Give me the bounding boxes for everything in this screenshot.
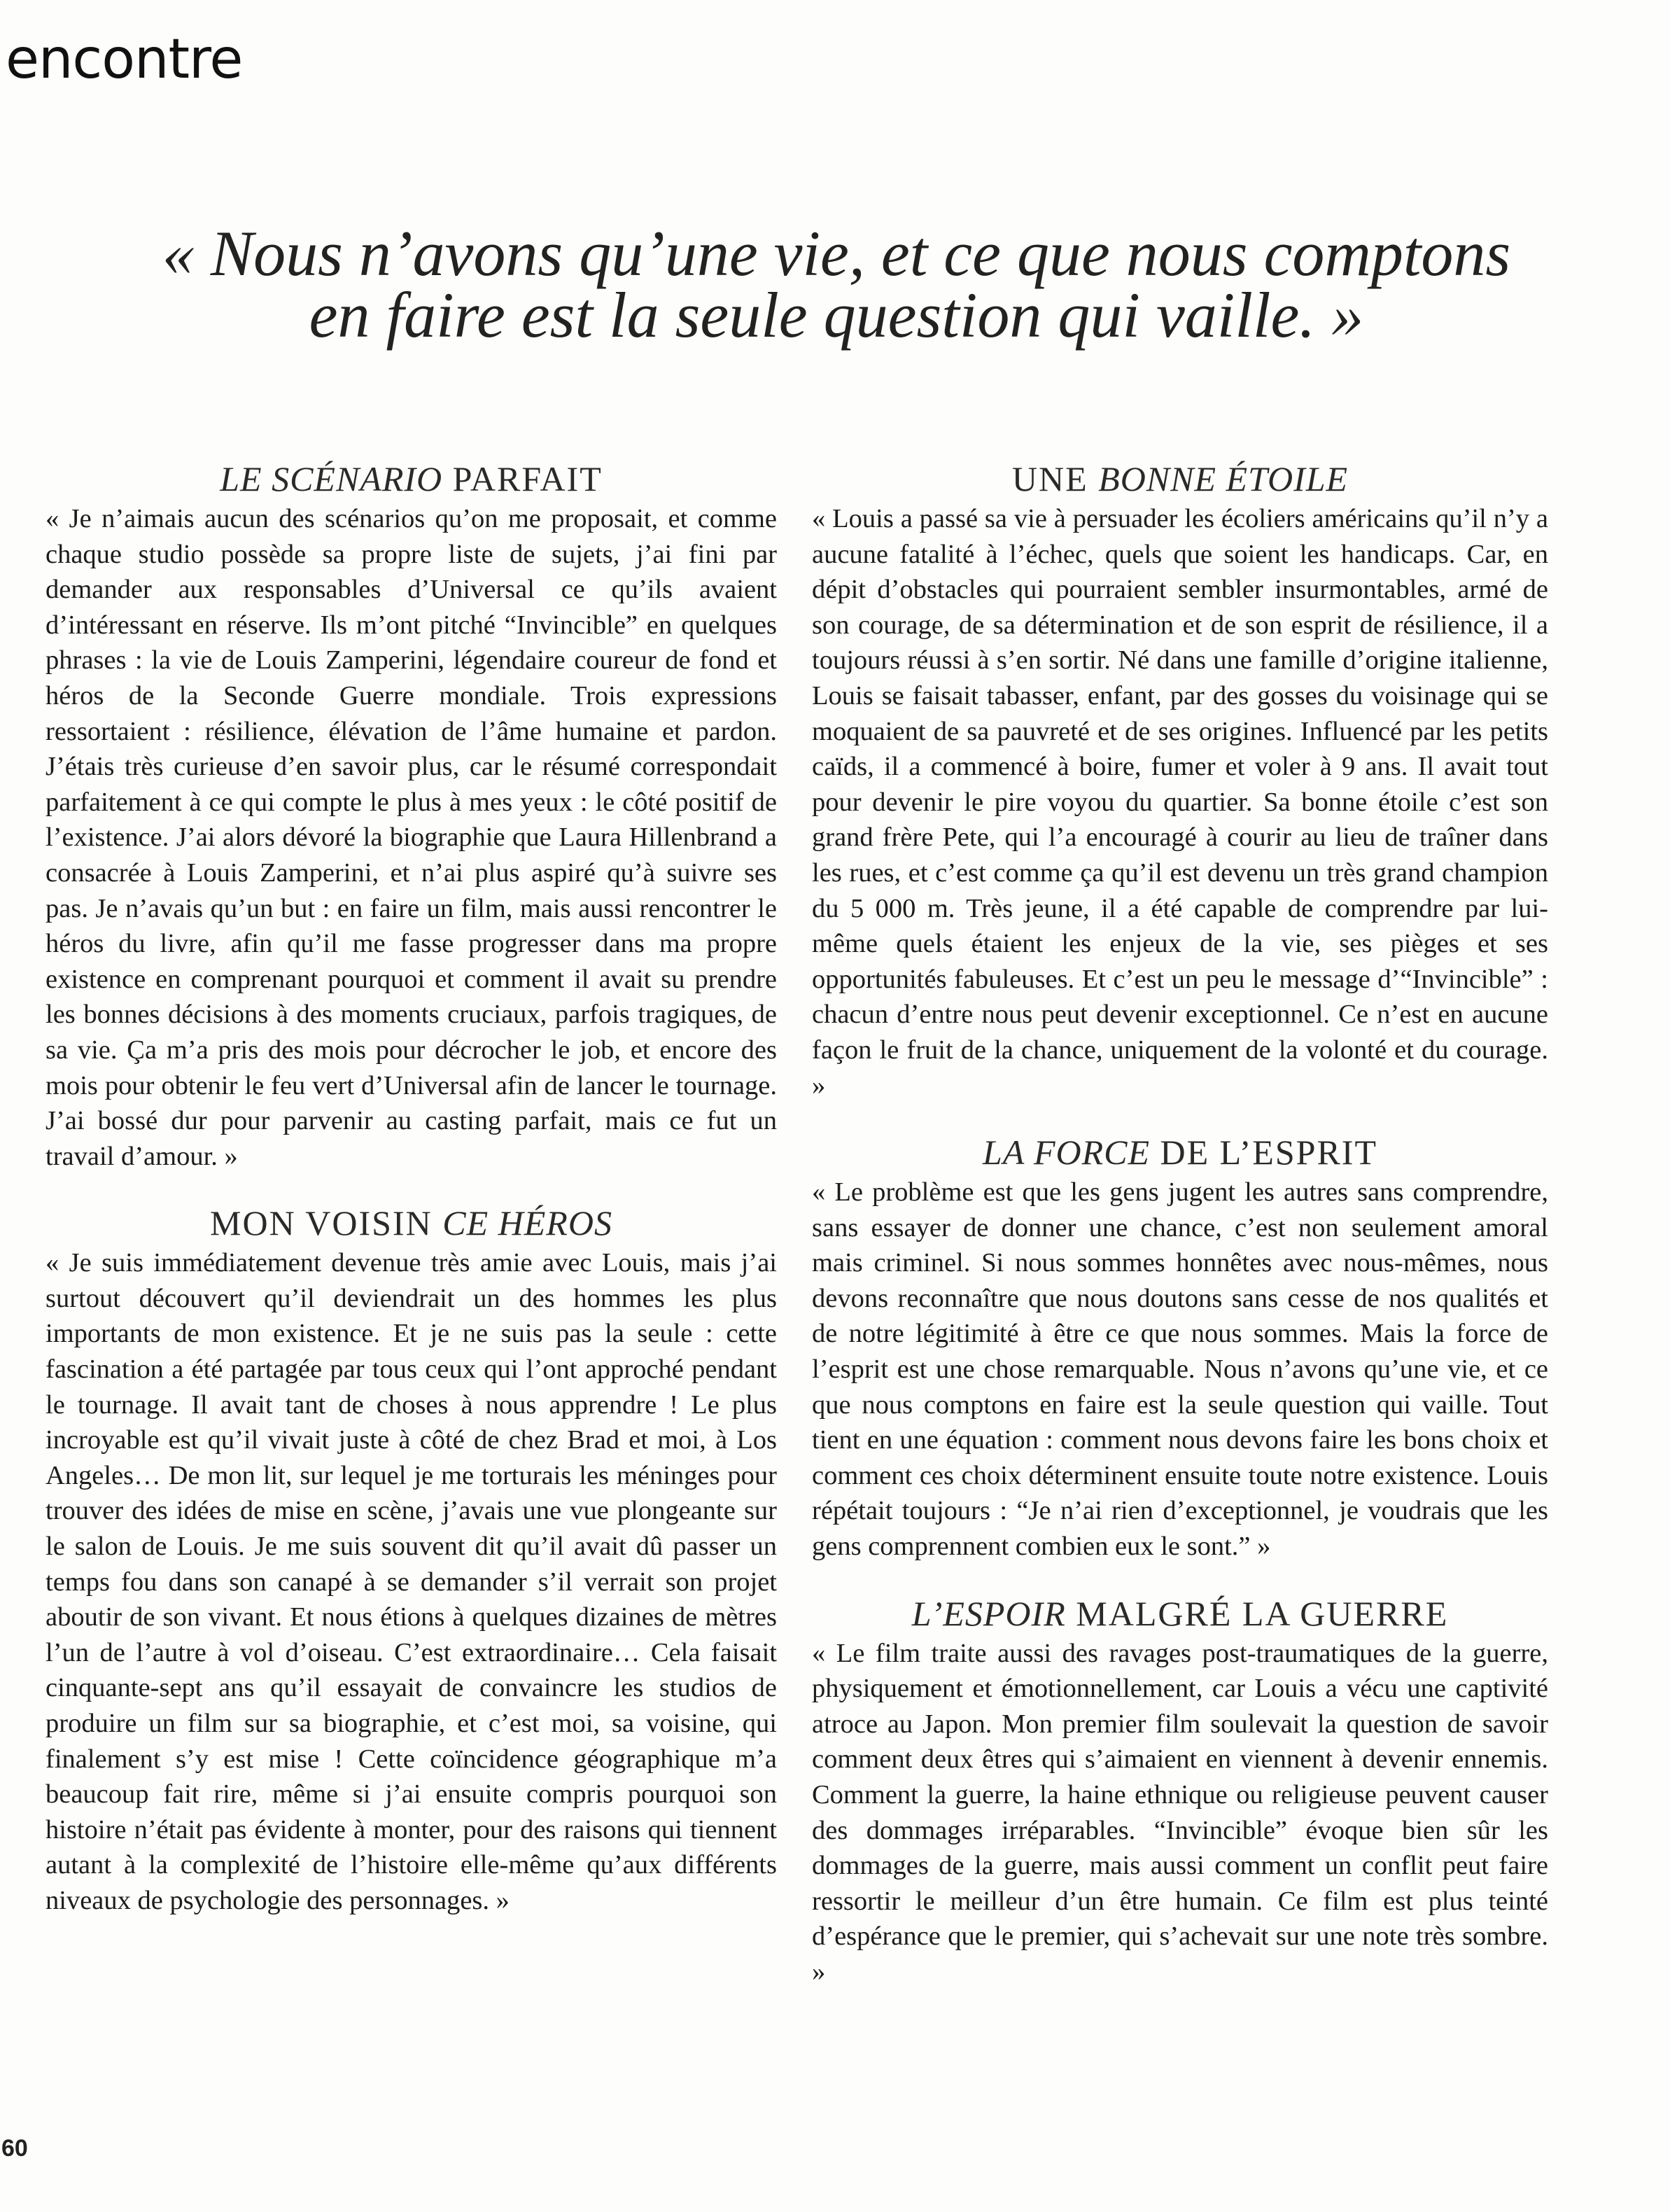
heading-roman-part: UNE	[1011, 459, 1099, 498]
paragraph-scenario: « Je n’aimais aucun des scénarios qu’on me proposait, et comme chaque studio possède sa propre liste de sujets, j’ai fini par demander aux responsables d’Universal ce qu’ils avaient d’intéressant en réserve. Ils m’ont pitché “Invincible” en quelques phrases : la vie de Louis Zamperini, légendaire coureur de fond et héros de la Seconde Guerre mondiale. Trois expressions ressortaient : résilience, élévation de l’âme humaine et pardon. J’étais très curieuse d’en savoir plus, car le résumé correspondait parfaitement à ce qui compte le plus à mes yeux : le côté positif de l’existence. J’ai alors dévoré la biographie que Laura Hillenbrand a consacrée à Louis Zamperini, et n’ai plus aspiré qu’à suivre ses pas. Je n’avais qu’un but : en faire un film, mais aussi rencontrer le héros du livre, afin qu’il me fasse progresser dans ma propre existence en comprenant pourquoi et comment il avait su prendre les bonnes décisions à des moments cruciaux, parfois tragiques, de sa vie. Ça m’a pris des mois pour décrocher le job, et encore des mois pour obtenir le feu vert d’Universal afin de lancer le tournage. J’ai bossé dur pour parvenir au casting parfait, mais ce fut un travail d’amour. »	[45, 504, 777, 1171]
heading-une-bonne-etoile	[812, 456, 1548, 501]
heading-roman-part: MON VOISIN	[210, 1203, 443, 1243]
heading-roman-part: DE L’ESPRIT	[1150, 1133, 1377, 1172]
heading-italic-part: LA FORCE	[983, 1133, 1151, 1172]
page-number: 60	[1, 2135, 28, 2162]
heading-la-force-de-lesprit	[812, 1130, 1548, 1175]
heading-italic-part: BONNE ÉTOILE	[1098, 459, 1349, 498]
heading-italic-part: LE SCÉNARIO	[220, 459, 443, 498]
paragraph-voisin: « Je suis immédiatement devenue très amie avec Louis, mais j’ai surtout découvert qu’il deviendrait un des hommes les plus importants de mon existence. Et je ne suis pas la seule : cette fascination a été partagée par tous ceux qui l’ont approché pendant le tournage. Il avait tant de choses à nous apprendre ! Le plus incroyable est qu’il vivait juste à côté de chez Brad et moi, à Los Angeles… De mon lit, sur lequel je me torturais les méninges pour trouver des idées de mise en scène, j’avais une vue plongeante sur le salon de Louis. Je me suis souvent dit qu’il avait dû passer un temps fou dans son canapé à se demander s’il verrait son projet aboutir de son vivant. Et nous étions à quelques dizaines de mètres l’un de l’autre à vol d’oiseau. C’est extraordinaire… Cela faisait cinquante-sept ans qu’il essayait de convaincre les studios de produire un film sur sa biographie, et c’est moi, sa voisine, qui finalement s’y est mise ! Cette coïncidence géographique m’a beaucoup fait rire, même si j’ai ensuite compris pourquoi son histoire n’était pas évidente à monter, pour des raisons qui tiennent autant à la complexité de l’histoire elle-même qu’aux différents niveaux de psychologie des personnages. »	[45, 1248, 777, 1915]
paragraph-espoir: « Le film traite aussi des ravages post-traumatiques de la guerre, physiquement et émotionnellement, car Louis a vécu une captivité atroce au Japon. Mon premier film soulevait la question de savoir comment deux êtres qui s’aimaient en viennent à devenir ennemis. Comment la guerre, la haine ethnique ou religieuse peuvent causer des dommages irréparables. “Invincible” évoque bien sûr les dommages de la guerre, mais aussi comment un conflit peut faire ressortir le meilleur d’un être humain. Ce film est plus teinté d’espérance que le premier, qui s’achevait sur une note très sombre. »	[812, 1638, 1548, 1987]
heading-mon-voisin-ce-heros	[45, 1200, 777, 1245]
section-label: encontre	[6, 28, 243, 91]
left-column	[45, 456, 777, 1919]
heading-lespoir-malgre-la-guerre	[812, 1591, 1548, 1636]
heading-italic-part: CE HÉROS	[442, 1203, 612, 1243]
heading-italic-part: L’ESPOIR	[911, 1593, 1066, 1633]
pull-quote	[84, 218, 1589, 351]
heading-le-scenario-parfait	[45, 456, 777, 501]
pull-quote-line-2: en faire est la seule question qui vaille. »	[309, 279, 1364, 351]
heading-roman-part: MALGRÉ LA GUERRE	[1065, 1593, 1449, 1633]
paragraph-force-esprit: « Le problème est que les gens jugent les autres sans comprendre, sans essayer de donner une chance, c’est non seulement amoral mais criminel. Si nous sommes honnêtes avec nous-mêmes, nous devons reconnaître que nous doutons sans cesse de nos qualités et de notre légitimité à être ce que nous sommes. Mais la force de l’esprit est une chose remarquable. Nous n’avons qu’une vie, et ce que nous comptons en faire est la seule question qui vaille. Tout tient en une équation : comment nous devons faire les bons choix et comment ces choix déterminent ensuite toute notre existence. Louis répétait toujours : “Je n’ai rien d’exceptionnel, je voudrais que les gens comprennent combien eux le sont.” »	[812, 1177, 1548, 1562]
pull-quote-line-1: « Nous n’avons qu’une vie, et ce que nous comptons	[162, 218, 1511, 289]
heading-roman-part: PARFAIT	[442, 459, 603, 498]
paragraph-bonne-etoile: « Louis a passé sa vie à persuader les écoliers américains qu’il n’y a aucune fatalité à l’échec, quels que soient les handicaps. Car, en dépit d’obstacles qui pourraient sembler insurmontables, armé de son courage, de sa détermination et de son esprit de résilience, il a toujours réussi à s’en sortir. Né dans une famille d’origine italienne, Louis se faisait tabasser, enfant, par des gosses du voisinage qui se moquaient de sa pauvreté et de ses origines. Influencé par les petits caïds, il a commencé à boire, fumer et voler à 9 ans. Il avait tout pour devenir le pire voyou du quartier. Sa bonne étoile c’est son grand frère Pete, qui l’a encouragé à courir au lieu de traîner dans les rues, et c’est comme ça qu’il est devenu un très grand champion du 5 000 m. Très jeune, il a été capable de comprendre par lui-même quels étaient les enjeux de la vie, ses pièges et ses opportunités fabuleuses. Et c’est un peu le message d’“Invincible” : chacun d’entre nous peut devenir exceptionnel. Ce n’est en aucune façon le fruit de la chance, uniquement de la volonté et du courage. »	[812, 504, 1548, 1100]
right-column	[812, 456, 1548, 1990]
